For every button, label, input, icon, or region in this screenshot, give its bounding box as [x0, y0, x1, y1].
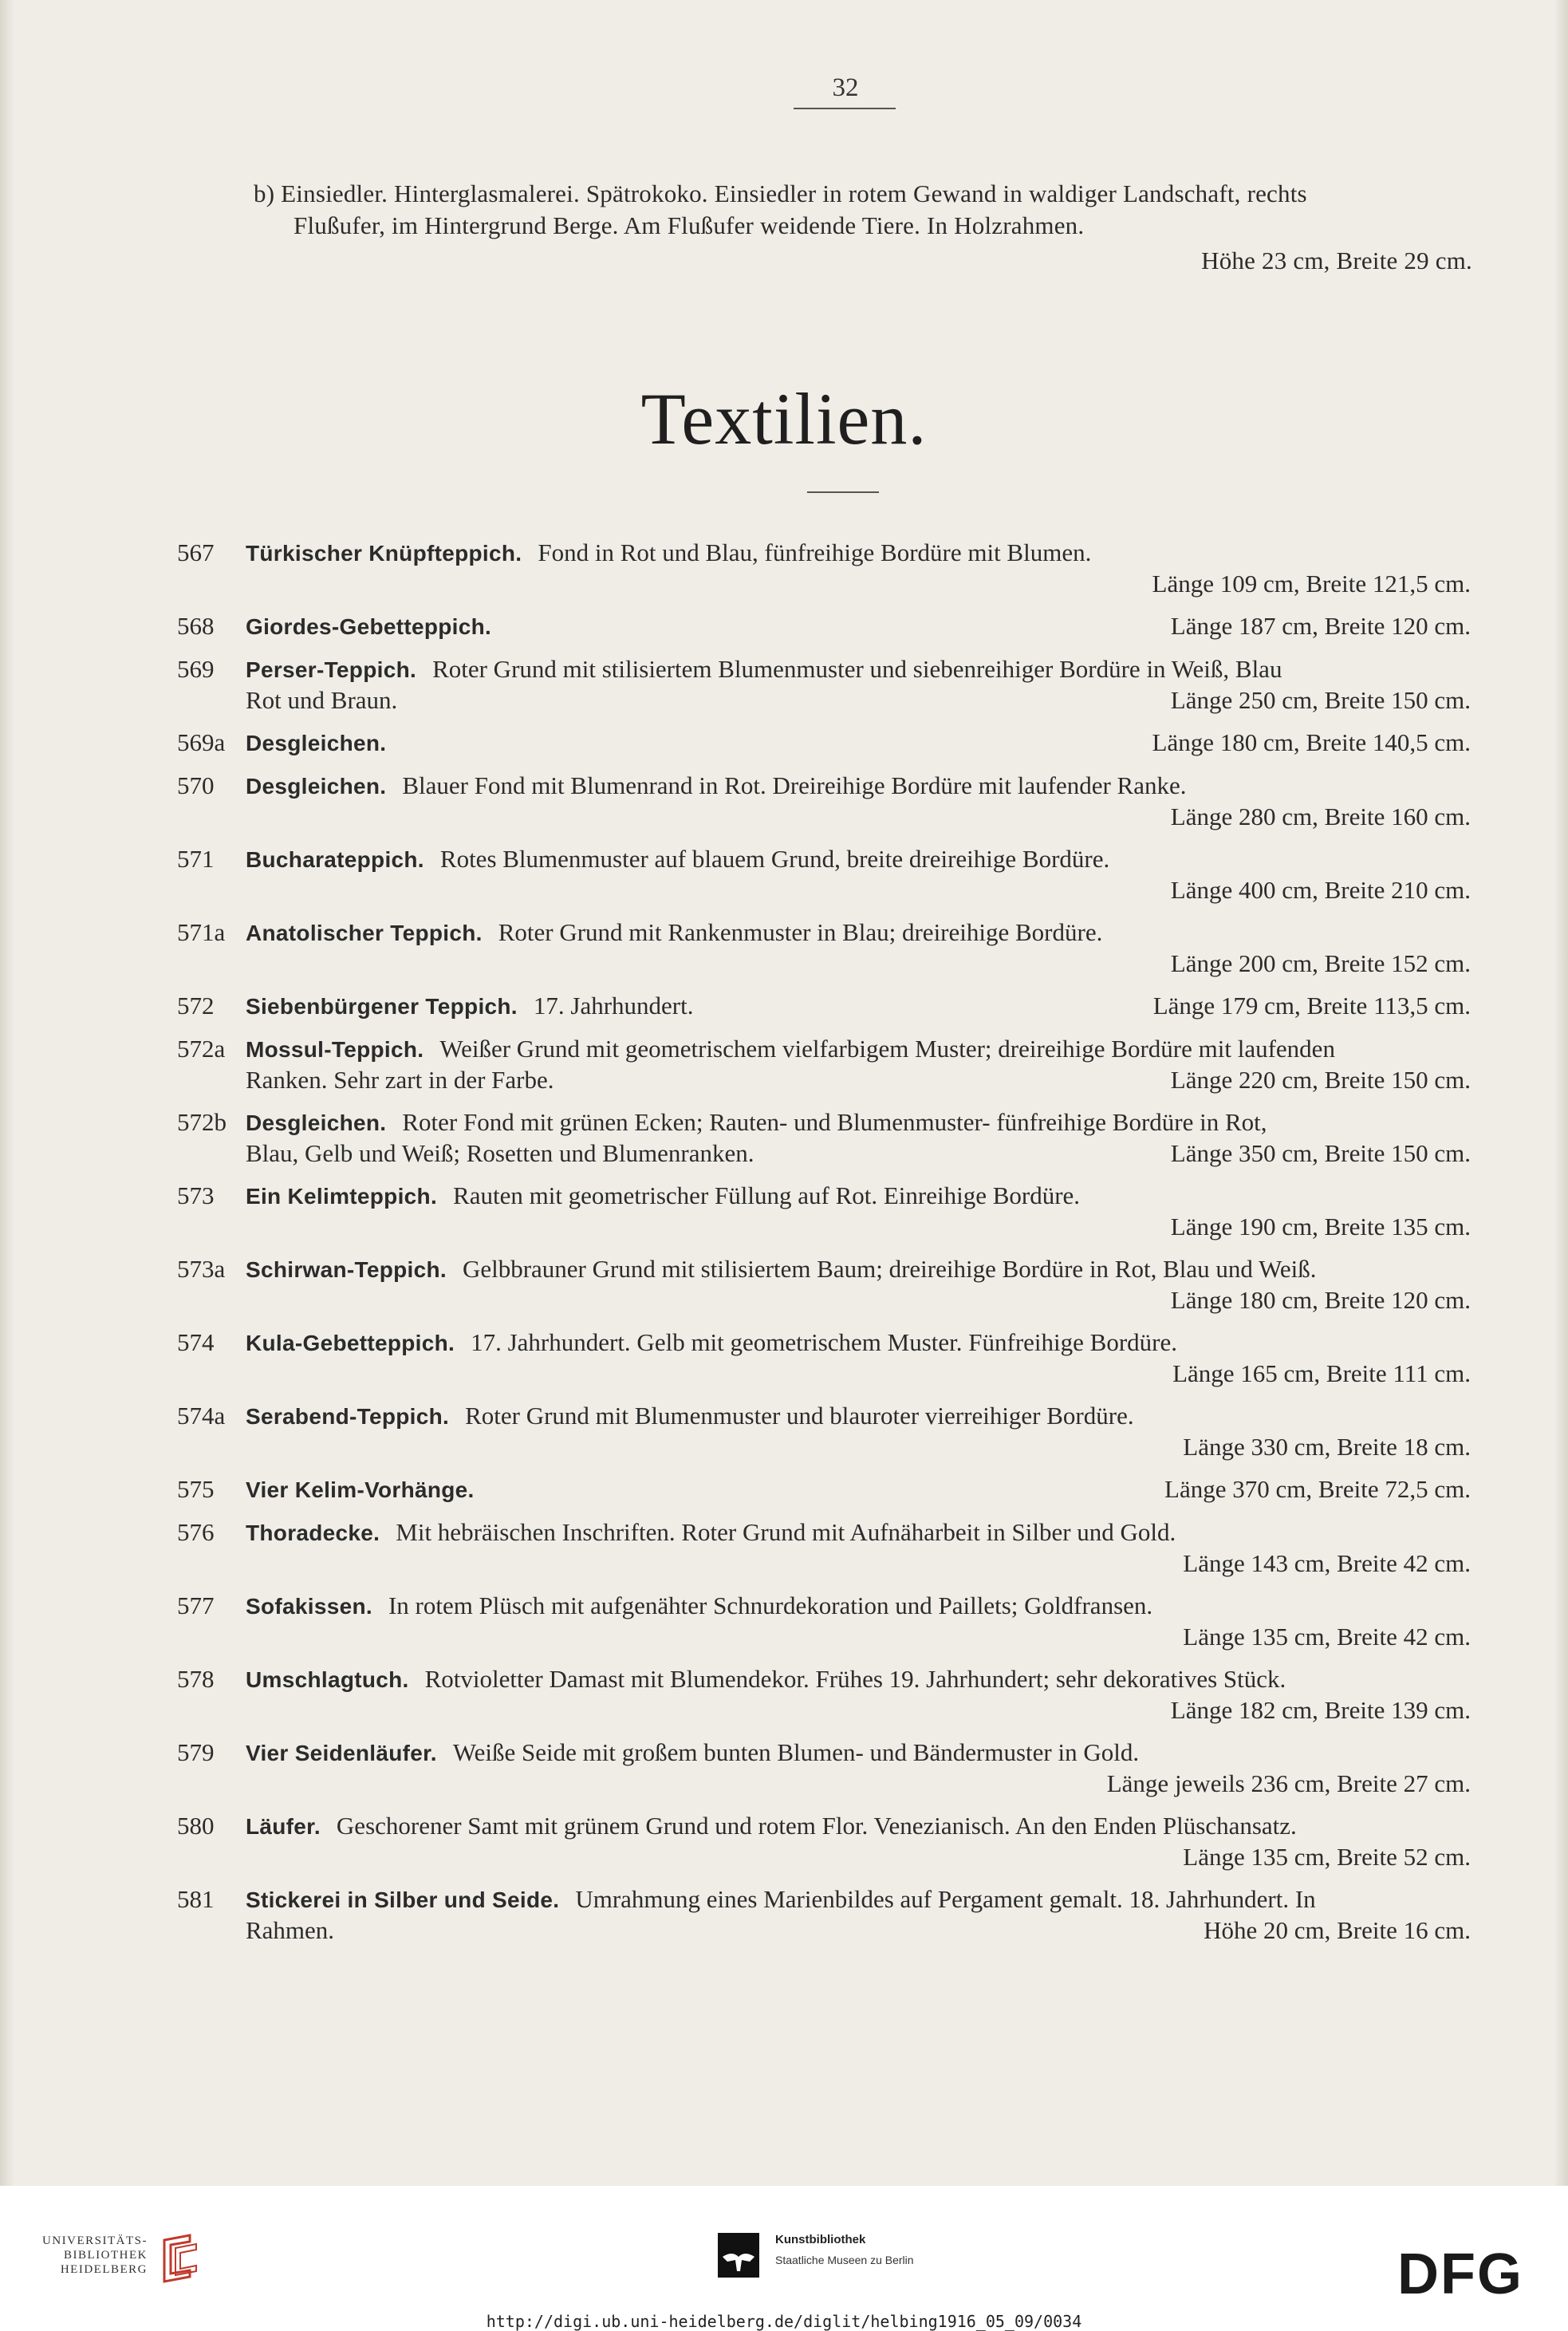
- scan-edge-left: [0, 0, 14, 2186]
- entry-description: Weiße Seide mit großem bunten Blumen- und Bändermuster in Gold.: [452, 1738, 1140, 1766]
- entry-dimensions: Länge 180 cm, Breite 120 cm.: [1170, 1286, 1471, 1314]
- entry-heading: Mossul-Teppich.: [246, 1037, 424, 1062]
- catalog-entry: [177, 844, 1501, 905]
- entry-heading: Kula-Gebetteppich.: [246, 1331, 455, 1355]
- section-title-rule: [807, 491, 879, 493]
- catalog-entry: [177, 538, 1501, 599]
- entry-description: Gelbbrauner Grund mit stilisiertem Baum; dreireihige Bordüre in Rot, Blau und Weiß.: [462, 1255, 1317, 1283]
- catalog-entry: [177, 1181, 1501, 1242]
- entry-description: Weißer Grund mit geometrischem vielfarbigem Muster; dreireihige Bordüre mit laufenden: [439, 1035, 1335, 1063]
- entry-number: 577: [177, 1591, 215, 1619]
- page-number: 32: [832, 73, 859, 102]
- entry-description: Roter Grund mit Rankenmuster in Blau; dreireihige Bordüre.: [498, 918, 1103, 946]
- entry-heading: Bucharateppich.: [246, 847, 424, 872]
- catalog-entry: [177, 1107, 1501, 1169]
- catalog-entry: [177, 1517, 1501, 1579]
- entry-description: Roter Grund mit Blumenmuster und blauroter vierreihiger Bordüre.: [465, 1402, 1134, 1430]
- entry-dimensions: Länge 220 cm, Breite 150 cm.: [1170, 1066, 1471, 1094]
- catalog-entry: [177, 1401, 1501, 1462]
- catalog-entry: [177, 917, 1501, 979]
- entry-number: 574a: [177, 1402, 226, 1430]
- entry-description: In rotem Plüsch mit aufgenähter Schnurdekoration und Paillets; Goldfransen.: [388, 1591, 1153, 1619]
- entry-dimensions: Länge 135 cm, Breite 52 cm.: [1183, 1843, 1471, 1871]
- entry-number: 573: [177, 1181, 215, 1209]
- entry-number: 567: [177, 538, 215, 566]
- source-url[interactable]: http://digi.ub.uni-heidelberg.de/diglit/helbing1916_05_09/0034: [486, 2312, 1082, 2331]
- entry-heading: Siebenbürgener Teppich.: [246, 994, 518, 1019]
- kunstbibliothek-eagle-icon: [718, 2233, 759, 2278]
- kunstbibliothek-title: Kunstbibliothek: [775, 2233, 866, 2246]
- entry-heading: Vier Seidenläufer.: [246, 1741, 437, 1765]
- entry-dimensions: Länge 200 cm, Breite 152 cm.: [1170, 949, 1471, 977]
- entry-dimensions: Länge 179 cm, Breite 113,5 cm.: [1152, 992, 1471, 1020]
- entry-number: 578: [177, 1665, 215, 1693]
- entry-number: 572a: [177, 1035, 226, 1063]
- entry-heading: Thoradecke.: [246, 1520, 380, 1545]
- ub-line-1: UNIVERSITÄTS-: [42, 2234, 148, 2247]
- entry-heading: Giordes-Gebetteppich.: [246, 614, 492, 639]
- entry-number: 575: [177, 1475, 215, 1503]
- entry-heading: Ein Kelimteppich.: [246, 1184, 438, 1209]
- entry-heading: Türkischer Knüpfteppich.: [246, 541, 522, 566]
- kunstbibliothek-logo[interactable]: [718, 2230, 981, 2286]
- entry-dimensions: Länge 143 cm, Breite 42 cm.: [1183, 1549, 1471, 1577]
- entry-heading: Perser-Teppich.: [246, 657, 417, 682]
- entry-dimensions: Länge 190 cm, Breite 135 cm.: [1170, 1213, 1471, 1240]
- entry-description: Roter Fond mit grünen Ecken; Rauten- und Blumenmuster- fünfreihige Bordüre in Rot,: [402, 1108, 1267, 1136]
- entry-dimensions: Länge 370 cm, Breite 72,5 cm.: [1164, 1475, 1471, 1503]
- entry-number: 568: [177, 612, 215, 640]
- section-title: Textilien.: [640, 378, 928, 459]
- ub-line-2: BIBLIOTHEK: [64, 2249, 148, 2262]
- ub-line-3: HEIDELBERG: [60, 2263, 148, 2276]
- entry-number: 574: [177, 1328, 215, 1356]
- entry-dimensions: Länge 187 cm, Breite 120 cm.: [1170, 612, 1471, 640]
- entry-number: 572: [177, 992, 215, 1020]
- catalog-entry: [177, 1884, 1501, 1946]
- entry-heading: Sofakissen.: [246, 1594, 372, 1619]
- page-number-rule: [794, 108, 896, 109]
- previous-entry: [254, 178, 1506, 277]
- entry-heading: Läufer.: [246, 1814, 321, 1839]
- entry-description: Rotes Blumenmuster auf blauem Grund, breite dreireihige Bordüre.: [439, 845, 1110, 873]
- entry-description: 17. Jahrhundert. Gelb mit geometrischem Muster. Fünfreihige Bordüre.: [471, 1328, 1177, 1356]
- catalog-entry: [177, 1327, 1501, 1389]
- entry-dimensions: Höhe 20 cm, Breite 16 cm.: [1204, 1916, 1471, 1944]
- ub-emblem-icon: [158, 2234, 206, 2283]
- heidelberg-library-logo[interactable]: [24, 2234, 223, 2305]
- entry-description-continued: Rahmen.: [246, 1916, 335, 1944]
- dfg-logo[interactable]: DFG: [1397, 2242, 1523, 2306]
- entry-heading: Stickerei in Silber und Seide.: [246, 1887, 560, 1912]
- entry-number: 581: [177, 1885, 215, 1913]
- catalog-entry: [177, 1737, 1501, 1799]
- previous-entry-dimensions: Höhe 23 cm, Breite 29 cm.: [1201, 247, 1472, 274]
- catalog-entry: [177, 1034, 1501, 1095]
- entry-number: 571a: [177, 918, 226, 946]
- catalog-entry: [177, 611, 1501, 642]
- entry-number: 571: [177, 845, 215, 873]
- entry-description-continued: Blau, Gelb und Weiß; Rosetten und Blumenranken.: [246, 1139, 754, 1167]
- entry-heading: Umschlagtuch.: [246, 1667, 409, 1692]
- entry-dimensions: Länge 182 cm, Breite 139 cm.: [1170, 1696, 1471, 1724]
- entry-dimensions: Länge 250 cm, Breite 150 cm.: [1170, 686, 1471, 714]
- entry-heading: Serabend-Teppich.: [246, 1404, 450, 1429]
- kunstbibliothek-subtitle: Staatliche Museen zu Berlin: [775, 2254, 914, 2266]
- entry-heading: Desgleichen.: [246, 774, 387, 799]
- catalog-entry: [177, 991, 1501, 1022]
- entry-dimensions: Länge 180 cm, Breite 140,5 cm.: [1152, 728, 1471, 756]
- entry-number: 573a: [177, 1255, 226, 1283]
- catalog-entry: [177, 728, 1501, 759]
- entry-description: Rotvioletter Damast mit Blumendekor. Frühes 19. Jahrhundert; sehr dekoratives Stück.: [424, 1665, 1286, 1693]
- entry-description-continued: Ranken. Sehr zart in der Farbe.: [246, 1066, 554, 1094]
- entry-dimensions: Länge 280 cm, Breite 160 cm.: [1170, 803, 1471, 830]
- entry-dimensions: Länge 350 cm, Breite 150 cm.: [1170, 1139, 1471, 1167]
- catalog-entry: [177, 1811, 1501, 1872]
- entry-dimensions: Länge 109 cm, Breite 121,5 cm.: [1152, 570, 1471, 598]
- entry-description: Geschorener Samt mit grünem Grund und rotem Flor. Venezianisch. An den Enden Plüschansatz.: [336, 1812, 1297, 1840]
- entry-number: 580: [177, 1812, 215, 1840]
- entry-description: 17. Jahrhundert.: [533, 992, 694, 1020]
- entry-heading: Desgleichen.: [246, 731, 387, 755]
- catalog-entry: [177, 1474, 1501, 1505]
- entry-description-continued: Rot und Braun.: [246, 686, 398, 714]
- entry-number: 576: [177, 1518, 215, 1546]
- entry-number: 570: [177, 771, 215, 799]
- entry-number: 572b: [177, 1108, 227, 1136]
- entry-dimensions: Länge 165 cm, Breite 111 cm.: [1172, 1359, 1471, 1387]
- catalog-entry: [177, 771, 1501, 832]
- footer: [0, 2186, 1568, 2331]
- entry-description: Rauten mit geometrischer Füllung auf Rot. Einreihige Bordüre.: [453, 1181, 1081, 1209]
- entry-number: 569: [177, 655, 215, 683]
- entry-heading: Vier Kelim-Vorhänge.: [246, 1477, 475, 1502]
- entry-description: Roter Grund mit stilisiertem Blumenmuster und siebenreihiger Bordüre in Weiß, Blau: [432, 655, 1282, 683]
- catalog-entry: [177, 1254, 1501, 1315]
- entry-dimensions: Länge jeweils 236 cm, Breite 27 cm.: [1106, 1769, 1471, 1797]
- entry-description: Fond in Rot und Blau, fünfreihige Bordüre mit Blumen.: [538, 538, 1092, 566]
- previous-entry-line-2: Flußufer, im Hintergrund Berge. Am Flußufer weidende Tiere. In Holzrahmen.: [294, 211, 1085, 239]
- entry-number: 569a: [177, 728, 226, 756]
- entry-dimensions: Länge 330 cm, Breite 18 cm.: [1183, 1433, 1471, 1461]
- catalog-list: [177, 538, 1501, 1958]
- entry-number: 579: [177, 1738, 215, 1766]
- catalog-entry: [177, 654, 1501, 716]
- entry-heading: Desgleichen.: [246, 1110, 387, 1135]
- entry-dimensions: Länge 400 cm, Breite 210 cm.: [1170, 876, 1471, 904]
- entry-description: Blauer Fond mit Blumenrand in Rot. Dreireihige Bordüre mit laufender Ranke.: [402, 771, 1187, 799]
- entry-heading: Anatolischer Teppich.: [246, 921, 483, 945]
- entry-heading: Schirwan-Teppich.: [246, 1257, 447, 1282]
- entry-dimensions: Länge 135 cm, Breite 42 cm.: [1183, 1623, 1471, 1651]
- scan-edge-right: [1554, 0, 1568, 2186]
- catalog-entry: [177, 1591, 1501, 1652]
- entry-description: Mit hebräischen Inschriften. Roter Grund mit Aufnäharbeit in Silber und Gold.: [396, 1518, 1176, 1546]
- catalog-entry: [177, 1664, 1501, 1726]
- entry-description: Umrahmung eines Marienbildes auf Pergament gemalt. 18. Jahrhundert. In: [575, 1885, 1316, 1913]
- previous-entry-line-1: b) Einsiedler. Hinterglasmalerei. Spätrokoko. Einsiedler in rotem Gewand in waldiger Landschaft, rechts: [254, 179, 1307, 207]
